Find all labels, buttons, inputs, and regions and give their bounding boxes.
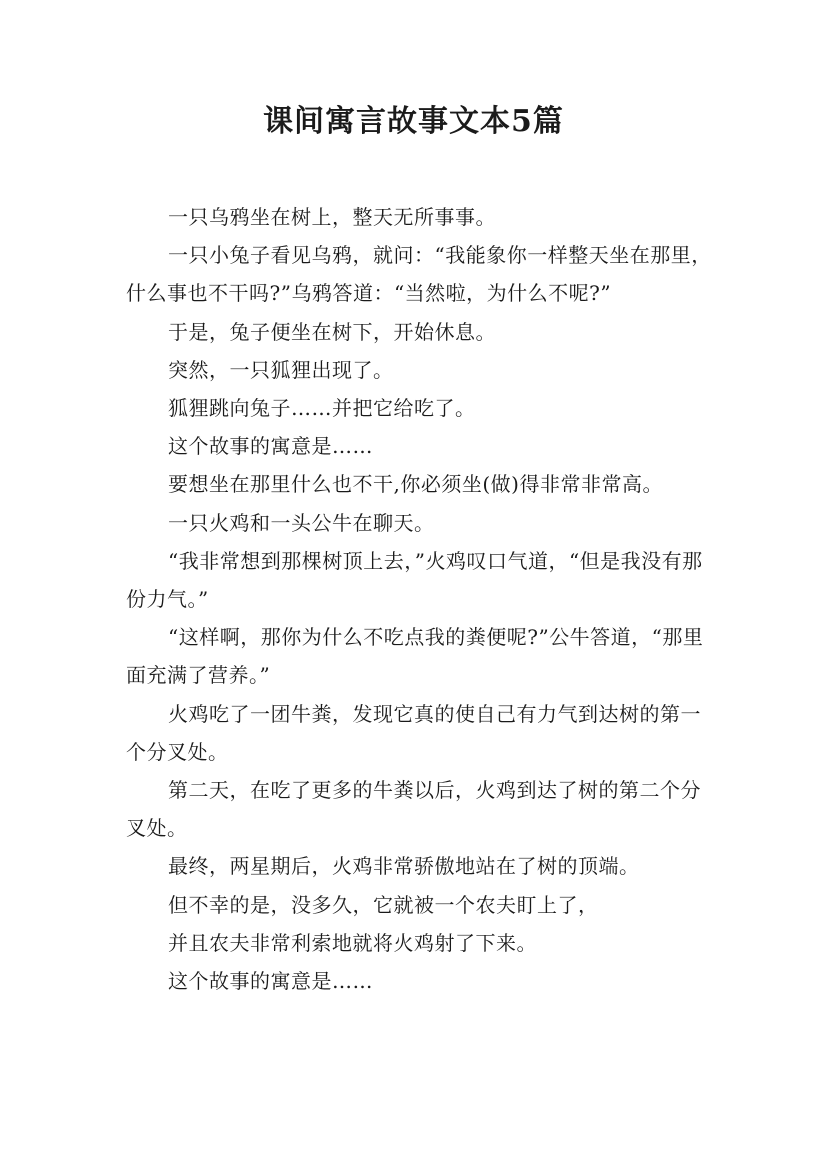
paragraph: 第二天，在吃了更多的牛粪以后，火鸡到达了树的第二个分叉处。 [126,778,701,841]
paragraph: 突然，一只狐狸出现了。 [168,357,394,382]
document-title: 课间寓言故事文本5篇 [263,104,564,139]
paragraph: 一只火鸡和一头公牛在聊天。 [168,510,435,535]
paragraph: 这个故事的寓意是…… [168,969,373,994]
paragraph: “这样啊，那你为什么不吃点我的粪便呢?”公牛答道，“那里面充满了营养。” [126,625,704,688]
paragraph: 狐狸跳向兔子……并把它给吃了。 [168,396,476,421]
paragraph: 一只乌鸦坐在树上，整天无所事事。 [168,205,496,229]
paragraph: 但不幸的是，没多久，它就被一个农夫盯上了， [168,892,599,917]
paragraph: 一只小兔子看见乌鸦，就问：“我能象你一样整天坐在那里，什么事也不干吗?”乌鸦答道：“当然啦，为什么不呢?” [126,243,712,306]
paragraph: 这个故事的寓意是…… [168,434,373,459]
paragraph: 要想坐在那里什么也不干,你必须坐(做)得非常非常高。 [168,472,663,497]
paragraph: 最终，两星期后，火鸡非常骄傲地站在了树的顶端。 [168,854,640,879]
paragraph: “我非常想到那棵树顶上去，”火鸡叹口气道，“但是我没有那份力气。” [126,548,703,612]
paragraph: 并且农夫非常利索地就将火鸡射了下来。 [168,930,537,955]
paragraph: 火鸡吃了一团牛粪，发现它真的使自己有力气到达树的第一个分叉处。 [126,701,701,764]
paragraph: 于是，兔子便坐在树下，开始休息。 [168,319,496,344]
document-body [126,198,716,1000]
